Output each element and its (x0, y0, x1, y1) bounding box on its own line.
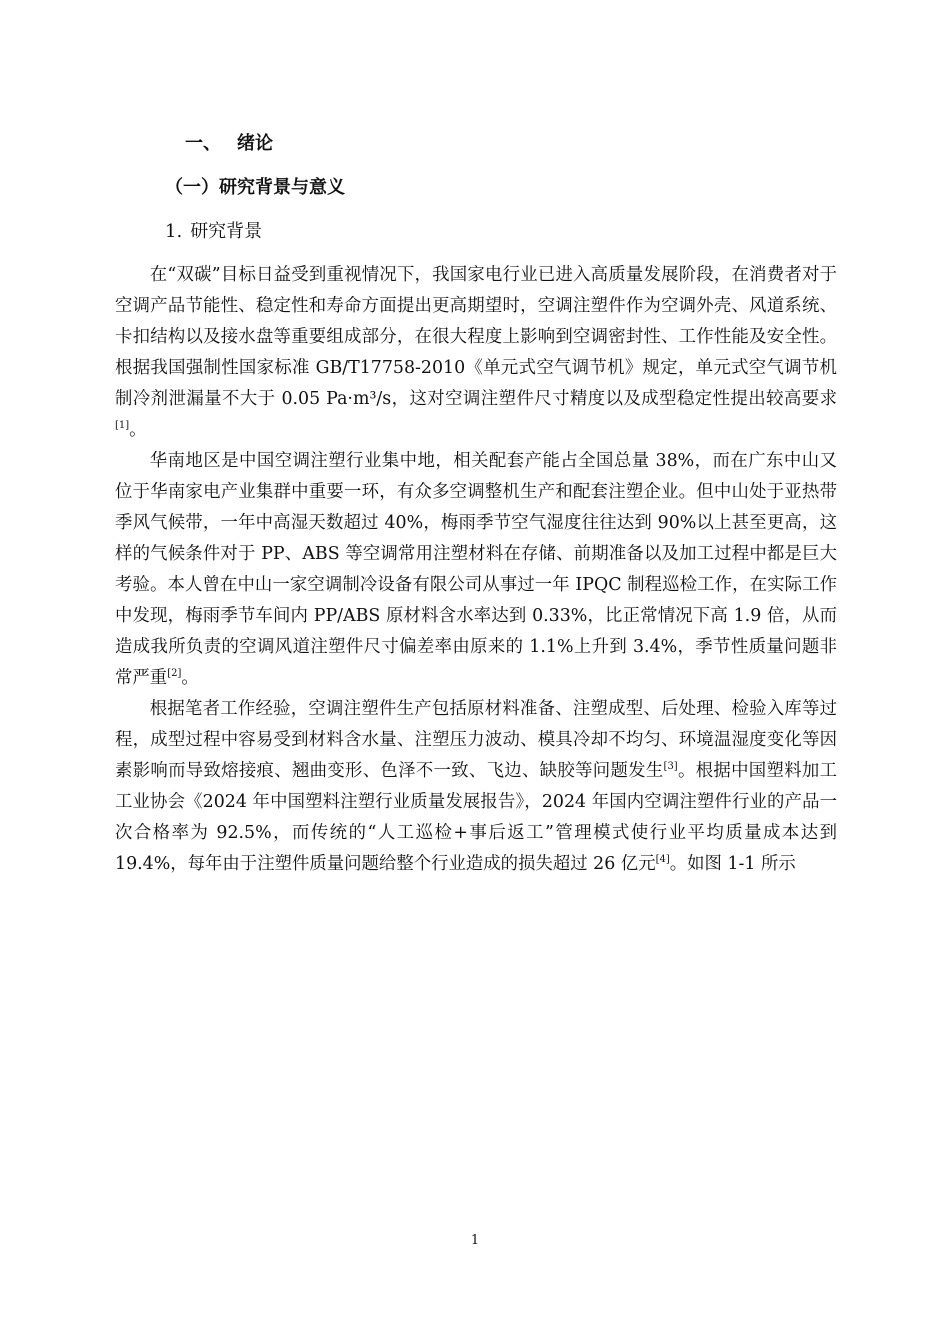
paragraph-text: 。 (181, 668, 199, 688)
paragraph-text: 根据笔者工作经验，空调注塑件生产包括原材料准备、注塑成型、后处理、检验入库等过程，成型过程中容易受到材料含水量、注塑压力波动、模具冷却不均匀、环境温湿度变化等因素影响而导致熔接痕、翘曲变形、色泽不一致、飞边、缺胶等问题发生 (115, 699, 837, 781)
paragraph-text: 。如图 1-1 所示 (669, 854, 796, 874)
page-number: 1 (470, 1233, 480, 1248)
subsection-number: 1. (165, 221, 183, 242)
citation-ref: [3] (663, 761, 678, 773)
section-heading: （一）研究背景与意义 (165, 177, 345, 198)
subsection-heading (165, 218, 262, 246)
paragraph (115, 260, 837, 446)
paragraph (115, 694, 837, 880)
paragraph-text: 。 (129, 420, 147, 440)
chapter-title: 绪论 (237, 133, 273, 154)
paragraph (115, 446, 837, 694)
citation-ref: [4] (655, 854, 670, 866)
chapter-number: 一、 (185, 133, 221, 154)
subsection-title: 研究背景 (190, 221, 263, 242)
citation-ref: [2] (167, 668, 182, 680)
paragraph-text: 。根据中国塑料加工工业协会《2024 年中国塑料注塑行业质量发展报告》，2024 年国内空调注塑件行业的产品一次合格率为 92.5%，而传统的“人工巡检+事后返工”管理模式使行业平均质量成本达到 19.4%，每年由于注塑件质量问题给整个行业造成的损失超过 26 亿元 (115, 761, 837, 874)
chapter-heading (185, 130, 273, 158)
citation-ref: [1] (115, 420, 130, 432)
body-text (115, 260, 837, 880)
paragraph-text: 华南地区是中国空调注塑行业集中地，相关配套产能占全国总量 38%，而在广东中山又位于华南家电产业集群中重要一环，有众多空调整机生产和配套注塑企业。但中山处于亚热带季风气候带，一年中高湿天数超过 40%，梅雨季节空气湿度往往达到 90%以上甚至更高，这样的气候条件对于 PP、ABS 等空调常用注塑材料在存储、前期准备以及加工过程中都是巨大考验。本人曾在中山一家空调制冷设备有限公司从事过一年 IPQC 制程巡检工作，在实际工作中发现，梅雨季节车间内 PP/ABS 原材料含水率达到 0.33%，比正常情况下高 1.9 倍，从而造成我所负责的空调风道注塑件尺寸偏差率由原来的 1.1%上升到 3.4%，季节性质量问题非常严重 (115, 451, 837, 688)
paragraph-text: 在“双碳”目标日益受到重视情况下，我国家电行业已进入高质量发展阶段，在消费者对于空调产品节能性、稳定性和寿命方面提出更高期望时，空调注塑件作为空调外壳、风道系统、卡扣结构以及接水盘等重要组成部分，在很大程度上影响到空调密封性、工作性能及安全性。根据我国强制性国家标准 GB/T17758-2010《单元式空气调节机》规定，单元式空气调节机制冷剂泄漏量不大于 0.05 Pa·m³/s，这对空调注塑件尺寸精度以及成型稳定性提出较高要求 (115, 265, 837, 409)
